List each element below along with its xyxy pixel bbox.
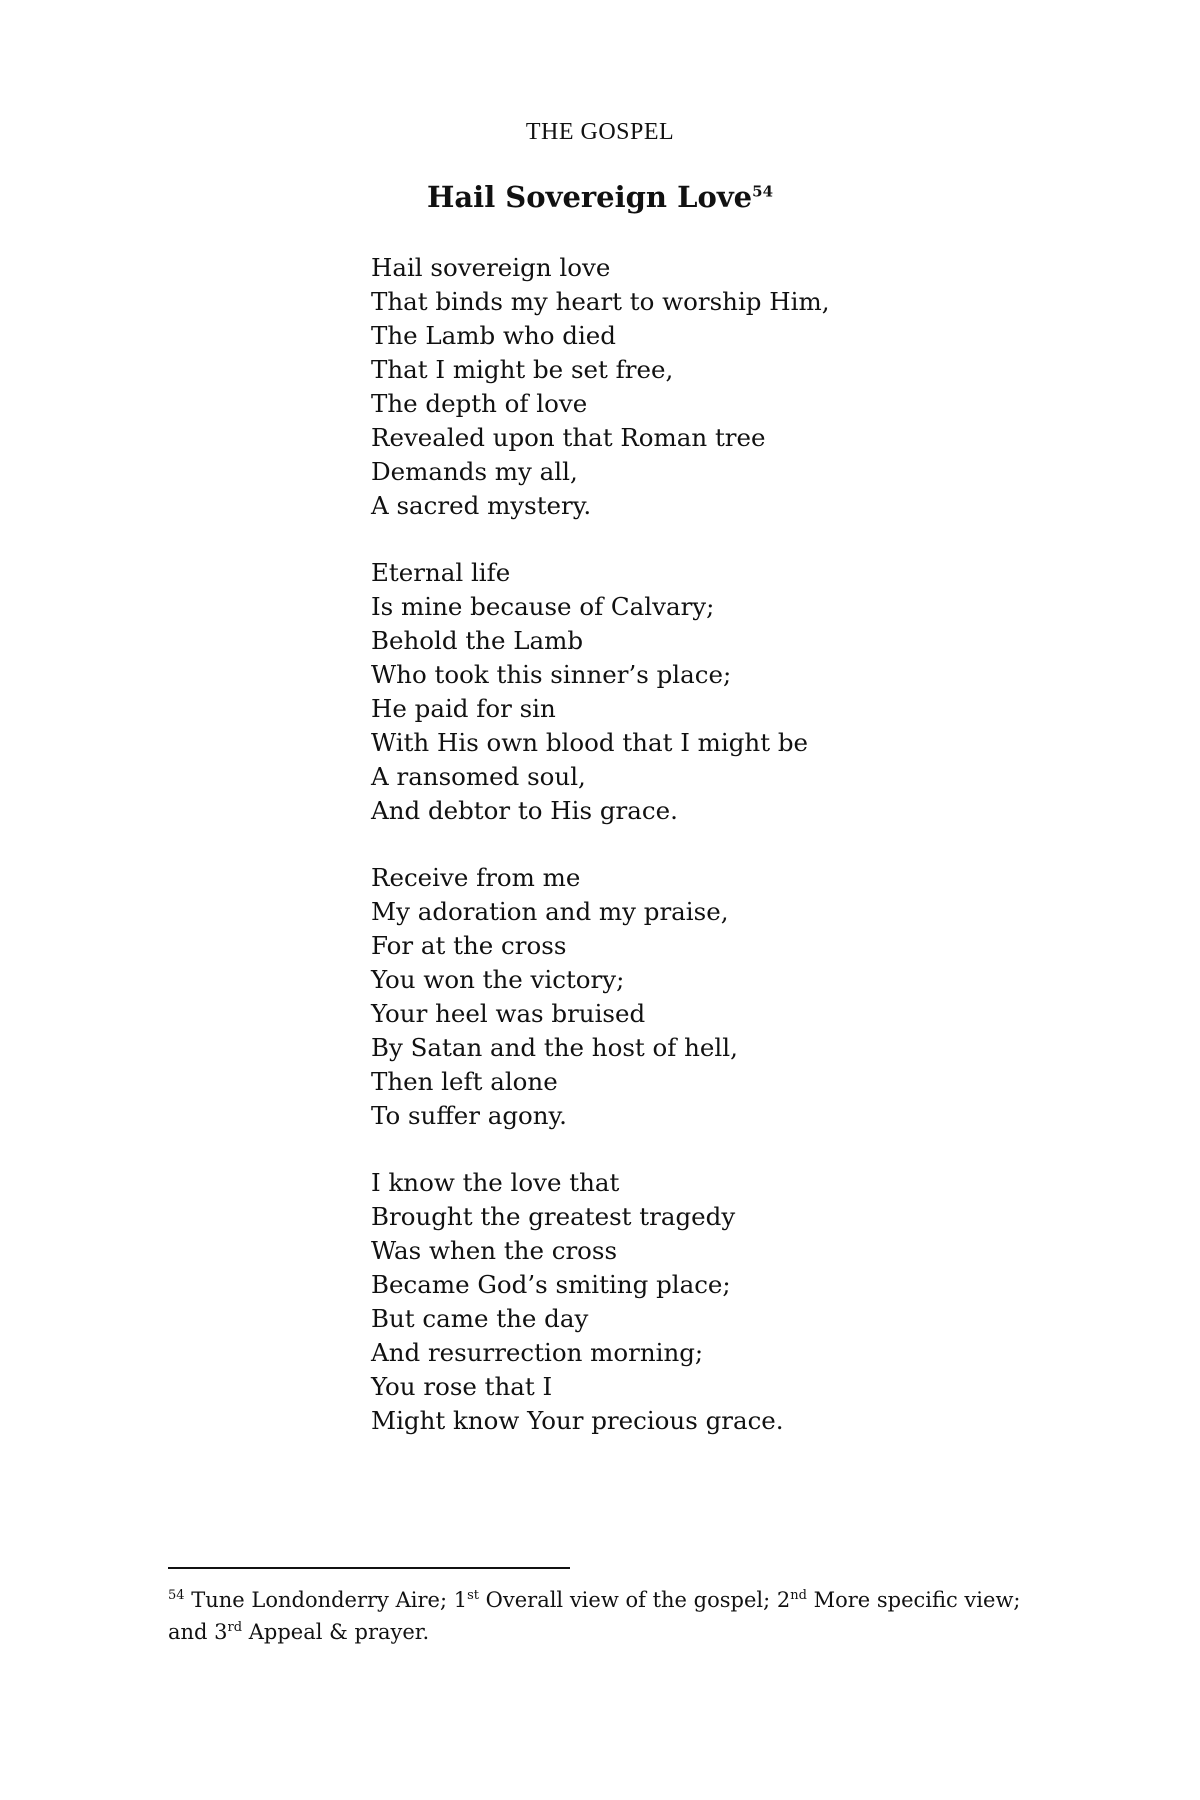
poem-line: By Satan and the host of hell, — [371, 1033, 738, 1062]
poem-line: And debtor to His grace. — [371, 796, 678, 825]
stanza-1 — [371, 251, 1071, 523]
poem-line: You won the victory; — [371, 965, 625, 994]
poem-line: Became God’s smiting place; — [371, 1270, 731, 1299]
poem-line: And resurrection morning; — [371, 1338, 704, 1367]
poem-line: Brought the greatest tragedy — [371, 1202, 736, 1231]
poem-line: To suffer agony. — [371, 1101, 567, 1130]
stanza-2 — [371, 556, 1071, 828]
poem-line: For at the cross — [371, 931, 567, 960]
poem-line: That I might be set free, — [371, 355, 674, 384]
poem-line: A sacred mystery. — [371, 491, 592, 520]
title-footnote-marker[interactable]: 54 — [752, 182, 774, 201]
footnote-ordinal: nd — [790, 1588, 807, 1603]
poem-line: Then left alone — [371, 1067, 558, 1096]
poem-line: Might know Your precious grace. — [371, 1406, 784, 1435]
footnote-ordinal: rd — [227, 1620, 243, 1635]
footnote-marker: 54 — [168, 1588, 185, 1603]
footnote-text: Tune Londonderry Aire; 1 — [184, 1588, 468, 1612]
poem-line: The depth of love — [371, 389, 588, 418]
footnote — [168, 1584, 1048, 1648]
poem-line: He paid for sin — [371, 694, 556, 723]
poem-line: Who took this sinner’s place; — [371, 660, 732, 689]
poem-line: I know the love that — [371, 1168, 620, 1197]
poem-body — [371, 251, 1071, 1471]
poem-line: A ransomed soul, — [371, 762, 586, 791]
footnote-text: More specific view; and 3 — [168, 1588, 1021, 1644]
footnote-text: Appeal & prayer. — [242, 1620, 430, 1644]
stanza-3 — [371, 861, 1071, 1133]
poem-line: With His own blood that I might be — [371, 728, 809, 757]
poem-line: You rose that I — [371, 1372, 553, 1401]
footnote-divider — [168, 1567, 570, 1569]
poem-line: Your heel was bruised — [371, 999, 646, 1028]
footnote-text: Overall view of the gospel; 2 — [478, 1588, 791, 1612]
poem-line: My adoration and my praise, — [371, 897, 729, 926]
poem-line: Behold the Lamb — [371, 626, 584, 655]
poem-line: The Lamb who died — [371, 321, 616, 350]
poem-line: Eternal life — [371, 558, 511, 587]
poem-line: Revealed upon that Roman tree — [371, 423, 766, 452]
poem-line: Was when the cross — [371, 1236, 618, 1265]
footnote-ordinal: st — [467, 1588, 479, 1603]
poem-title — [0, 180, 1200, 214]
poem-line: Hail sovereign love — [371, 253, 611, 282]
poem-line: Receive from me — [371, 863, 581, 892]
poem-title-text: Hail Sovereign Love — [426, 180, 753, 214]
stanza-4 — [371, 1166, 1071, 1438]
poem-line: Demands my all, — [371, 457, 578, 486]
running-head: THE GOSPEL — [525, 119, 675, 145]
poem-line: Is mine because of Calvary; — [371, 592, 715, 621]
poem-line: But came the day — [371, 1304, 589, 1333]
poem-line: That binds my heart to worship Him, — [371, 287, 830, 316]
